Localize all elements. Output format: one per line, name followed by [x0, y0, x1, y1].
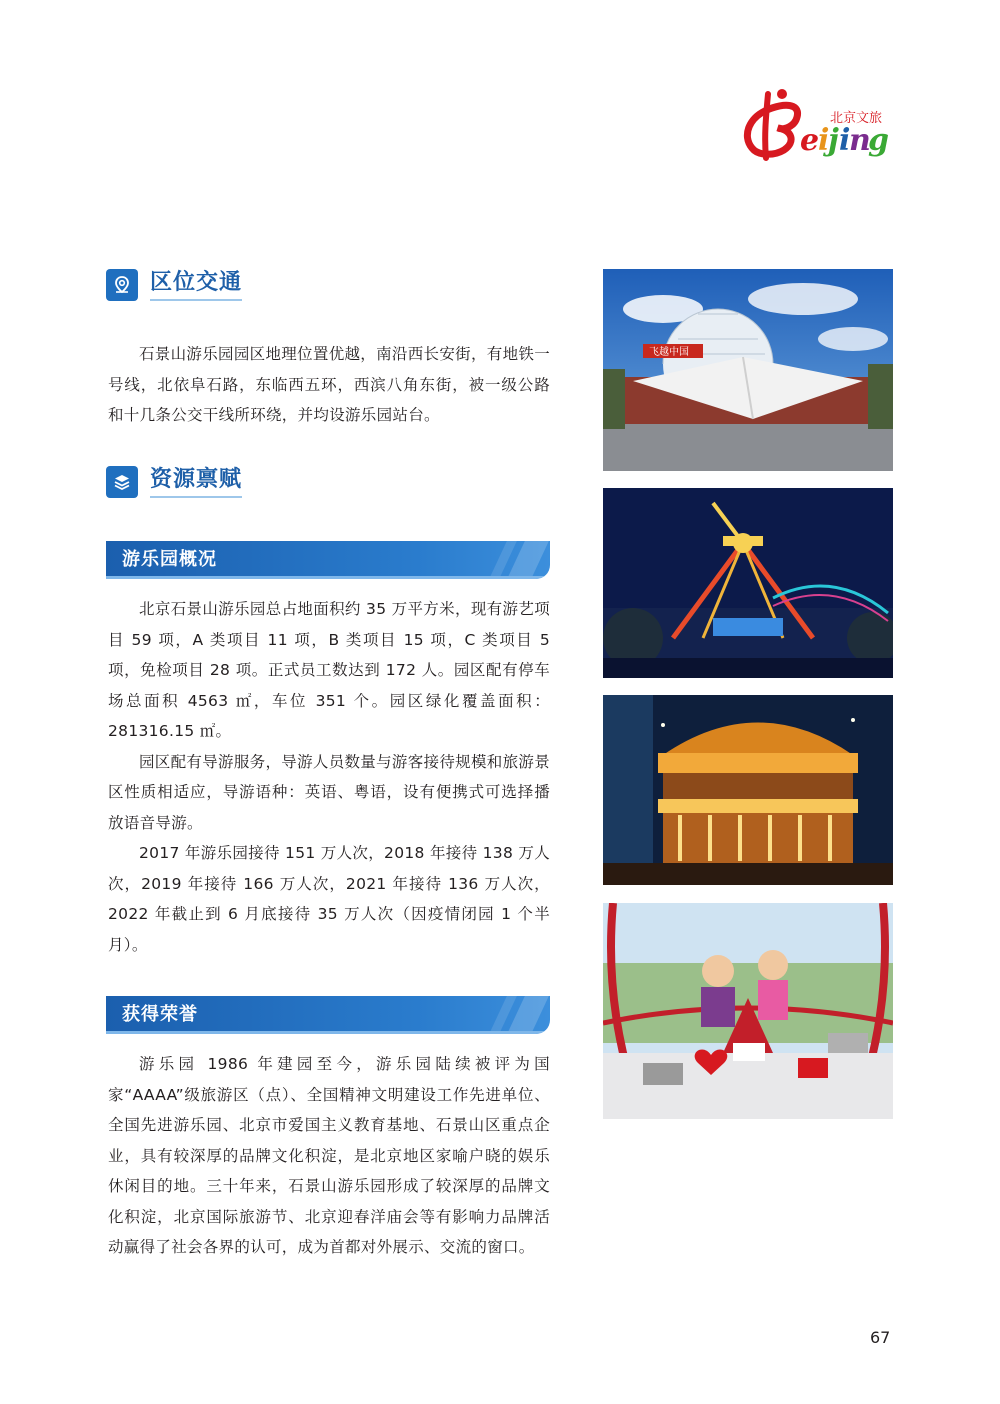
honors-paragraph: 游乐园 1986 年建园至今，游乐园陆续被评为国家“AAAA”级旅游区（点）、全国精神文明建设工作先进单位、全国先进游乐园、北京市爱国主义教育基地、石景山区重点企业，具有较深厚的品牌文化积淀，是北京地区家喻户晓的娱乐休闲目的地。三十年来，石景山游乐园形成了较深厚的品牌文化积淀，北京国际旅游节、北京迎春洋庙会等有影响力品牌活动赢得了社会各界的认可，成为首都对外展示、交流的窗口。: [108, 1055, 550, 1256]
photo-carousel: [603, 695, 893, 885]
svg-text:n: n: [849, 123, 871, 158]
location-paragraph: 石景山游乐园园区地理位置优越，南沿西长安街，有地铁一号线，北依阜石路，东临西五环，西滨八角东街，被一级公路和十几条公交干线所环绕，并均设游乐园站台。: [108, 345, 550, 424]
svg-text:g: g: [868, 123, 889, 158]
overview-paragraph-2: 园区配有导游服务，导游人员数量与游客接待规模和旅游景区性质相适应，导游语种：英语、粤语，设有便携式可选择播放语音导游。: [108, 752, 550, 832]
banner-overview-label: 游乐园概况: [122, 549, 217, 570]
svg-text:i: i: [839, 123, 851, 158]
svg-text:j: j: [828, 123, 839, 158]
location-pin-icon: [106, 269, 138, 301]
banner-honors-label: 获得荣誉: [122, 1004, 198, 1025]
overview-paragraph-3: 2017 年游乐园接待 151 万人次，2018 年接待 138 万人次，2019 年接待 166 万人次，2021 年接待 136 万人次，2022 年截止到 6 月底接待 35 万人次（因疫情闭园 1 个半月）。: [108, 844, 550, 954]
banner-honors: [106, 996, 550, 1034]
banner-overview: [106, 541, 550, 579]
photo-park-entrance: [603, 269, 893, 471]
logo-script-text: 北京文旅: [830, 111, 883, 126]
svg-text:i: i: [818, 123, 830, 158]
location-text: [108, 339, 550, 431]
honors-text: [108, 1049, 550, 1263]
section-heading-location: [106, 268, 242, 302]
section-title-resources: 资源禀赋: [150, 466, 242, 498]
photo-ferris-wheel-cabin: [603, 903, 893, 1119]
photo-sign-text: 飞越中国: [649, 347, 689, 358]
overview-text: [108, 594, 550, 960]
section-title-location: 区位交通: [150, 269, 242, 301]
layers-icon: [106, 466, 138, 498]
overview-paragraph-1: 北京石景山游乐园总占地面积约 35 万平方米，现有游艺项目 59 项，A 类项目 11 项，B 类项目 15 项，C 类项目 5 项，免检项目 28 项。正式员工数达到 172 人。园区配有停车场总面积 4563 ㎡，车位 351 个。园区绿化覆盖面积：281316.15 ㎡。: [108, 600, 550, 740]
page-number: 67: [870, 1328, 891, 1347]
section-heading-resources: [106, 465, 242, 499]
svg-text:e: e: [800, 123, 820, 158]
beijing-tourism-logo: [738, 86, 898, 166]
photo-pendulum-ride: [603, 488, 893, 678]
